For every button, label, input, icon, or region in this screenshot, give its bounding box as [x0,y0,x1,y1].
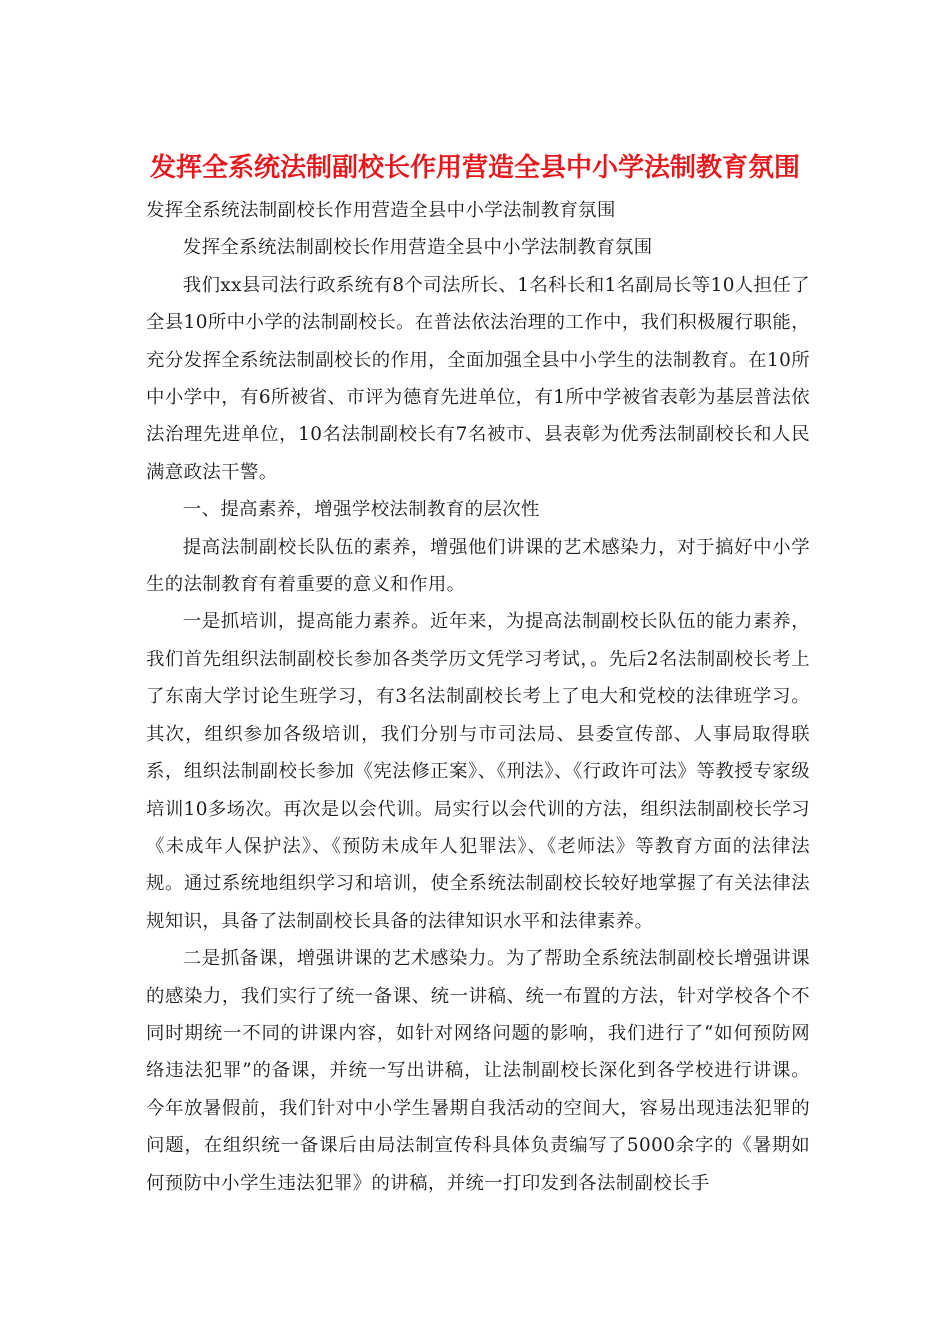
paragraph-intro: 我们xx县司法行政系统有8个司法所长、1名科长和1名副局长等10人担任了全县10所中小学的法制副校长。在普法依法治理的工作中，我们积极履行职能，充分发挥全系统法制副校长的作用，全面加强全县中小学生的法制教育。在10所中小学中，有6所被省、市评为德育先进单位，有1所中学被省表彰为基层普法依法治理先进单位，10名法制副校长有7名被市、县表彰为优秀法制副校长和人民满意政法干警。 [146,274,810,483]
section-heading-1: 一、提高素养，增强学校法制教育的层次性 [182,499,540,521]
document-title: 发挥全系统法制副校长作用营造全县中小学法制教育氛围 [149,153,800,183]
document-body [146,192,810,1202]
paragraph-training: 一是抓培训，提高能力素养。近年来，为提高法制副校长队伍的能力素养，我们首先组织法制副校长参加各类学历文凭学习考试，。先后2名法制副校长考上了东南大学讨论生班学习，有3名法制副校长考上了电大和党校的法律班学习。其次，组织参加各级培训，我们分别与市司法局、县委宣传部、人事局取得联系，组织法制副校长参加《宪法修正案》、《刑法》、《行政许可法》等教授专家级培训10多场次。再次是以会代训。局实行以会代训的方法，组织法制副校长学习《未成年人保护法》、《预防未成年人犯罪法》、《老师法》等教育方面的法律法规。通过系统地组织学习和培训，使全系统法制副校长较好地掌握了有关法律法规知识，具备了法制副校长具备的法律知识水平和法律素养。 [146,611,810,932]
heading-repeat-line: 发挥全系统法制副校长作用营造全县中小学法制教育氛围 [182,237,653,259]
paragraph-section-1-intro: 提高法制副校长队伍的素养，增强他们讲课的艺术感染力，对于搞好中小学生的法制教育有着重要的意义和作用。 [146,536,810,596]
paragraph-lesson-prep: 二是抓备课，增强讲课的艺术感染力。为了帮助全系统法制副校长增强讲课的感染力，我们实行了统一备课、统一讲稿、统一布置的方法，针对学校各个不同时期统一不同的讲课内容，如针对网络问题的影响，我们进行了“如何预防网络违法犯罪”的备课，并统一写出讲稿，让法制副校长深化到各学校进行讲课。今年放暑假前，我们针对中小学生暑期自我活动的空间大，容易出现违法犯罪的问题，在组织统一备课后由局法制宣传科具体负责编写了5000余字的《暑期如何预防中小学生违法犯罪》的讲稿，并统一打印发到各法制副校长手 [146,948,810,1194]
subtitle-line: 发挥全系统法制副校长作用营造全县中小学法制教育氛围 [146,200,616,221]
